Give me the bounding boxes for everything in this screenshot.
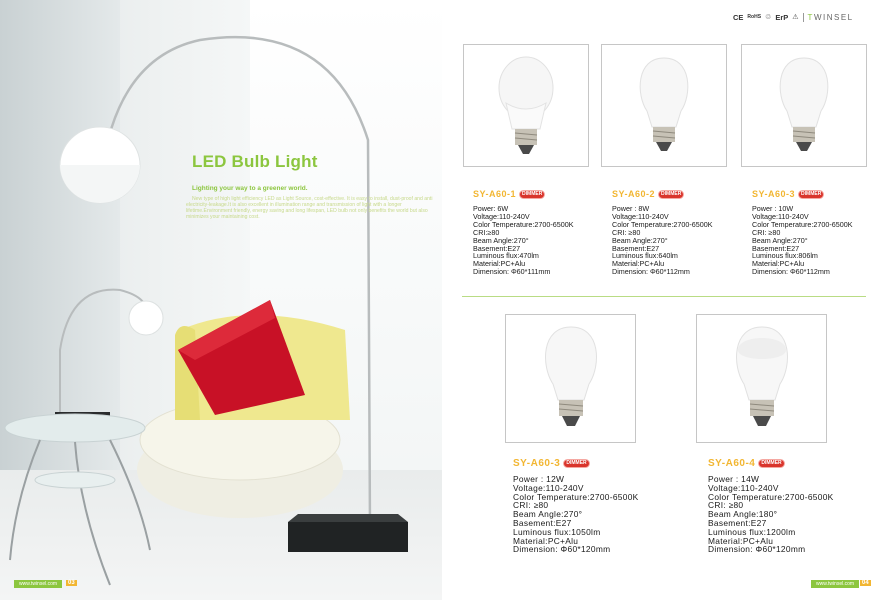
dimmer-badge: DIMMER: [798, 190, 824, 199]
spec-list: [708, 475, 834, 554]
dimmer-badge: DIMMER: [758, 459, 784, 468]
spec-voltage: Voltage:110-240V: [708, 482, 779, 493]
footer-url-right: www.twinsel.com: [811, 580, 859, 588]
spec-cri: CRI: ≥80: [513, 500, 549, 511]
certification-bar: [733, 10, 854, 24]
spec-color-temperature: Color Temperature:2700-6500K: [708, 491, 834, 502]
model-row: [612, 189, 684, 199]
spec-material: Material:PC+Alu: [473, 259, 526, 269]
dimmer-badge: DIMMER: [519, 190, 545, 199]
spec-dimension: Dimension: Φ60*112mm: [612, 267, 690, 277]
tagline: Lighting your way to a greener world.: [192, 185, 308, 192]
spec-luminous-flux: Luminous flux:470lm: [473, 251, 539, 261]
spec-list: [752, 205, 853, 276]
spec-dimension: Dimension: Φ60*111mm: [473, 267, 551, 277]
bulb-image-sy-a60-3: [778, 55, 830, 159]
product-image-card: [601, 44, 727, 167]
spec-power: Power : 14W: [708, 474, 760, 484]
rohs-mark: RoHS: [747, 14, 762, 20]
product-image-card: [505, 314, 636, 443]
spec-basement: Basement:E27: [752, 243, 800, 253]
spec-dimension: Dimension: Φ60*120mm: [708, 544, 806, 555]
spec-material: Material:PC+Alu: [752, 259, 805, 269]
spec-voltage: Voltage:110-240V: [513, 482, 584, 493]
product-image-card: [741, 44, 867, 167]
model-row: [473, 189, 545, 199]
spec-beam-angle: Beam Angle:270°: [612, 235, 668, 245]
spec-beam-angle: Beam Angle:270°: [473, 235, 529, 245]
spec-basement: Basement:E27: [708, 517, 767, 528]
dimmer-badge: DIMMER: [563, 459, 589, 468]
spec-dimension: Dimension: Φ60*120mm: [513, 544, 611, 555]
spec-color-temperature: Color Temperature:2700-6500K: [612, 219, 713, 229]
model-name: SY-A60-3: [513, 458, 561, 469]
spec-beam-angle: Beam Angle:270°: [513, 509, 583, 520]
bulb-image-sy-a60-3-12w: [543, 324, 599, 434]
spec-color-temperature: Color Temperature:2700-6500K: [473, 219, 574, 229]
bulb-image-sy-a60-2: [638, 55, 690, 159]
spec-luminous-flux: Luminous flux:1200lm: [708, 526, 796, 537]
spec-list: [612, 205, 713, 276]
footer-url-left: www.twinsel.com: [14, 580, 62, 588]
spec-basement: Basement:E27: [513, 517, 572, 528]
model-name: SY-A60-2: [612, 189, 656, 199]
erp-mark: ErP: [775, 12, 789, 22]
spec-basement: Basement:E27: [612, 243, 660, 253]
model-name: SY-A60-4: [708, 458, 756, 469]
model-row: [752, 189, 824, 199]
spec-beam-angle: Beam Angle:270°: [752, 235, 808, 245]
spec-basement: Basement:E27: [473, 243, 521, 253]
spec-list: [513, 475, 639, 554]
page-number-left: 03: [68, 580, 75, 586]
spec-voltage: Voltage:110-240V: [752, 211, 809, 221]
spec-luminous-flux: Luminous flux:640lm: [612, 251, 678, 261]
model-name: SY-A60-1: [473, 189, 517, 199]
dimmer-badge: DIMMER: [658, 190, 684, 199]
intro-paragraph: New type of high light efficiency LED as Light Source, cost-effective. It is easy to install, dust-proof and anti electricity-leakage.It is also excellent in illumination range and transmission of light with a longer lifetime.Environment friendly, energy saving and long lifespan, LED bulb not only benefits the world but also minimizes your maintaining cost.: [186, 196, 433, 221]
product-image-card: [696, 314, 827, 443]
product-image-card: [463, 44, 589, 167]
spec-luminous-flux: Luminous flux:1050lm: [513, 526, 601, 537]
spec-color-temperature: Color Temperature:2700-6500K: [513, 491, 639, 502]
page-title: LED Bulb Light: [192, 152, 318, 171]
section-divider: [462, 296, 866, 297]
spec-cri: CRI: ≥80: [612, 227, 641, 237]
spec-cri: CRI: ≥80: [752, 227, 781, 237]
spec-voltage: Voltage:110-240V: [473, 211, 530, 221]
ce-mark: CE: [733, 12, 744, 22]
spec-list: [473, 205, 574, 276]
recycle-icon: ♲: [765, 14, 772, 21]
spec-beam-angle: Beam Angle:180°: [708, 509, 778, 520]
model-name: SY-A60-3: [752, 189, 796, 199]
spec-material: Material:PC+Alu: [513, 535, 579, 546]
brand-logo: TWINSEL: [803, 13, 854, 22]
bulb-image-sy-a60-1: [498, 53, 554, 161]
page-number-right: 04: [862, 580, 869, 586]
spec-power: Power : 10W: [752, 204, 794, 213]
spec-material: Material:PC+Alu: [612, 259, 665, 269]
spec-cri: CRI:≥80: [473, 227, 500, 237]
bulb-image-sy-a60-4: [734, 324, 790, 434]
spec-power: Power : 8W: [612, 204, 650, 213]
spec-voltage: Voltage:110-240V: [612, 211, 669, 221]
spec-material: Material:PC+Alu: [708, 535, 774, 546]
spec-color-temperature: Color Temperature:2700-6500K: [752, 219, 853, 229]
spec-luminous-flux: Luminous flux:806lm: [752, 251, 818, 261]
model-row: [513, 458, 590, 469]
model-row: [708, 458, 785, 469]
spec-power: Power: 6W: [473, 204, 509, 213]
warning-icon: ⚠: [792, 14, 799, 21]
spec-power: Power : 12W: [513, 474, 565, 484]
spec-dimension: Dimension: Φ60*112mm: [752, 267, 830, 277]
spec-cri: CRI: ≥80: [708, 500, 744, 511]
